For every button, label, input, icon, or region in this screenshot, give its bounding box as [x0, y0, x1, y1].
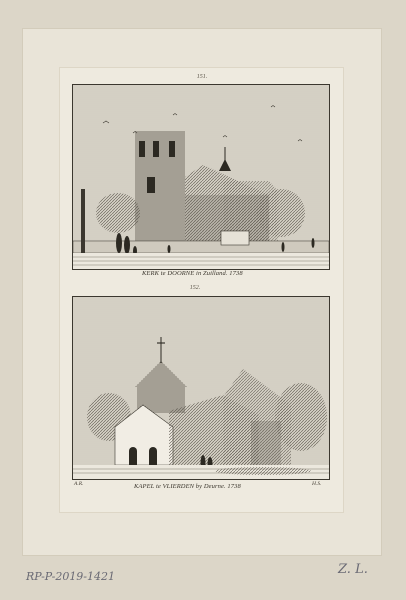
caption-bottom: KAPEL te VLIERDEN by Deurne. 1738 — [134, 483, 241, 490]
inventory-number: RP-P-2019-1421 — [26, 570, 116, 583]
plate-number-top: 151. — [196, 74, 208, 80]
signature-left: A.R. — [74, 481, 84, 487]
initials: Z. L. — [338, 562, 368, 577]
signature-right: H.S. — [312, 481, 322, 487]
engraving-chapel-vlierden — [72, 296, 330, 480]
plate-number-bottom: 152. — [189, 285, 201, 291]
caption-top: KERK te DOORNE in Zuilland. 1738 — [142, 270, 243, 277]
engraving-church-doorne — [72, 84, 330, 270]
